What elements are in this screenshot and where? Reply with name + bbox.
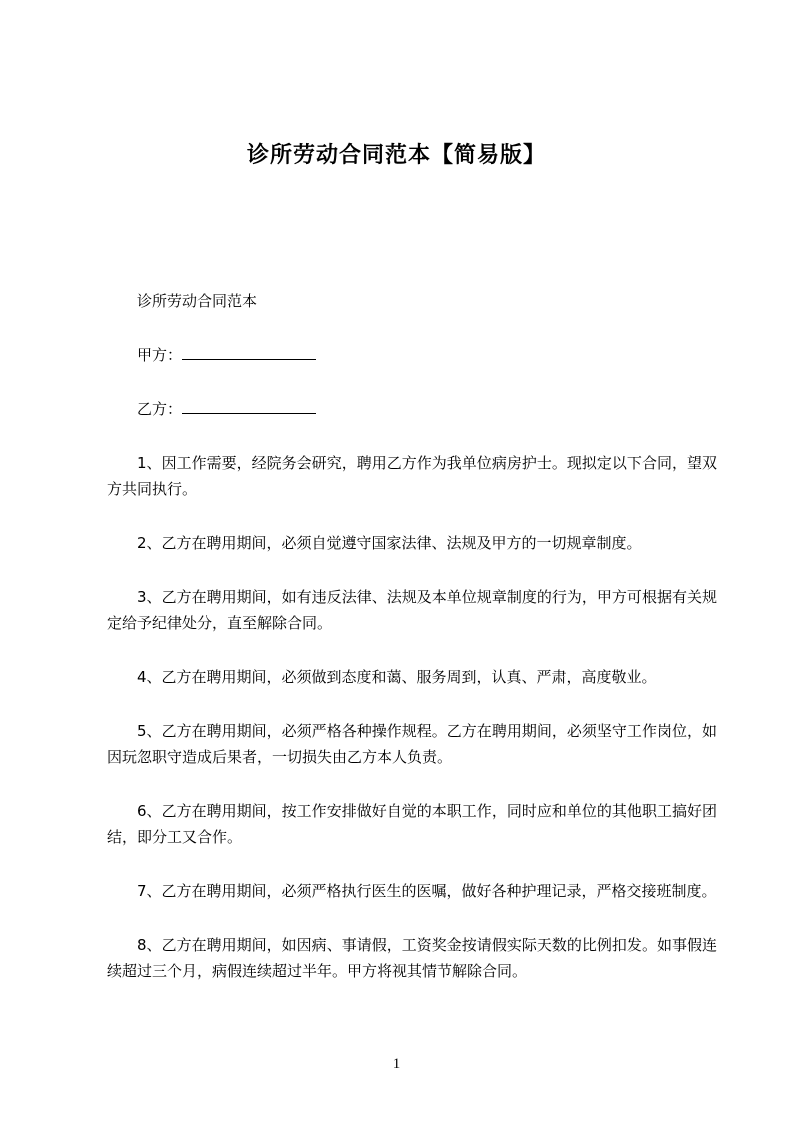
clause-7: 7、乙方在聘用期间，必须严格执行医生的医嘱，做好各种护理记录，严格交接班制度。 (137, 882, 717, 900)
party-a-line (107, 342, 717, 368)
clause-5: 5、乙方在聘用期间，必须严格各种操作规程。乙方在聘用期间，必须坚守工作岗位，如因玩忽职守造成后果者，一切损失由乙方本人负责。 (107, 722, 717, 766)
document-subtitle: 诊所劳动合同范本 (137, 292, 258, 310)
clause-3: 3、乙方在聘用期间，如有违反法律、法规及本单位规章制度的行为，甲方可根据有关规定给予纪律处分，直至解除合同。 (107, 588, 717, 632)
clause-2: 2、乙方在聘用期间，必须自觉遵守国家法律、法规及甲方的一切规章制度。 (137, 534, 642, 552)
party-b-line (107, 396, 717, 422)
document-body (107, 288, 717, 1012)
page-title: 诊所劳动合同范本【简易版】 (246, 143, 546, 168)
clause-6: 6、乙方在聘用期间，按工作安排做好自觉的本职工作，同时应和单位的其他职工搞好团结，即分工又合作。 (107, 802, 717, 846)
clause-4: 4、乙方在聘用期间，必须做到态度和蔼、服务周到，认真、严肃，高度敬业。 (137, 668, 657, 686)
clause-8: 8、乙方在聘用期间，如因病、事请假，工资奖金按请假实际天数的比例扣发。如事假连续超过三个月，病假连续超过半年。甲方将视其情节解除合同。 (107, 936, 717, 980)
clause-1: 1、因工作需要，经院务会研究，聘用乙方作为我单位病房护士。现拟定以下合同，望双方共同执行。 (107, 454, 717, 498)
party-a-blank (182, 345, 316, 360)
party-a-label: 甲方： (137, 346, 183, 364)
page-number: 1 (392, 1056, 401, 1072)
party-b-label: 乙方： (137, 400, 183, 418)
party-b-blank (182, 399, 316, 414)
